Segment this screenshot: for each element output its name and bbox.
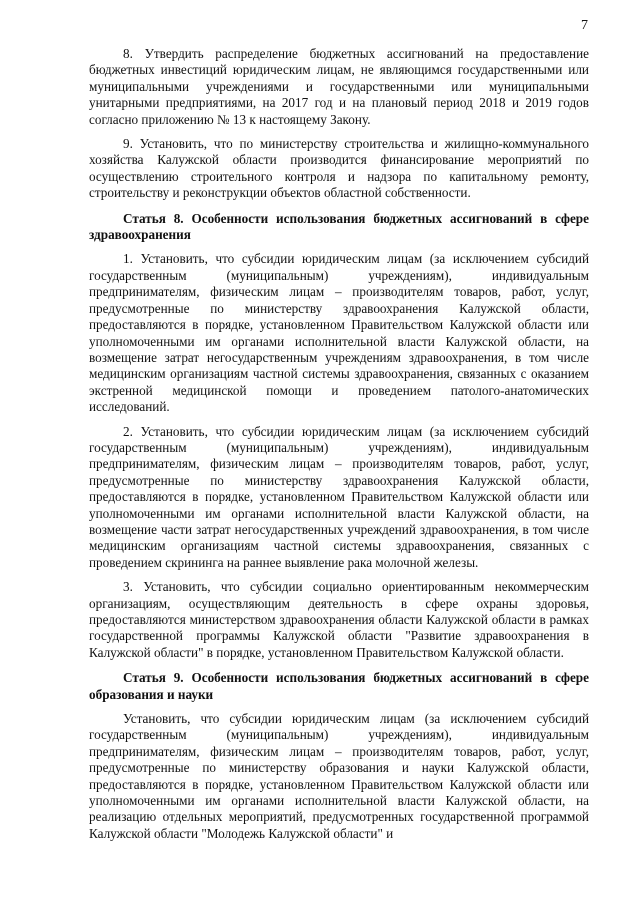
- document-body: [89, 46, 589, 850]
- article-9-paragraph-1: Установить, что субсидии юридическим лицам (за исключением субсидий государственным (муниципальным) учреждениям), индивидуальным предпринимателям, физическим лицам – производителям товаров, работ, услуг, предусмотренные по министерству образования и науки Калужской области, предоставляются в порядке, установленном Правительством Калужской области или уполномоченными им органами исполнительной власти Калужской области, на реализацию отдельных мероприятий, предусмотренных государственной программой Калужской области "Молодежь Калужской области" и: [89, 711, 589, 841]
- page-number: 7: [581, 18, 588, 33]
- paragraph-8: 8. Утвердить распределение бюджетных ассигнований на предоставление бюджетных инвестиций юридическим лицам, не являющимся государственными или муниципальными учреждениями и государственными или муниципальными унитарными предприятиями, на 2017 год и на плановый период 2018 и 2019 годов согласно приложению № 13 к настоящему Закону.: [89, 46, 589, 127]
- article-8-paragraph-3: 3. Установить, что субсидии социально ориентированным некоммерческим организациям, осуществляющим деятельность в сфере охраны здоровья, предоставляются министерством здравоохранения области Калужской области в рамках государственной программы Калужской области "Развитие здравоохранения в Калужской области" в порядке, установленном Правительством Калужской области.: [89, 579, 589, 660]
- article-8-heading: Статья 8. Особенности использования бюджетных ассигнований в сфере здравоохранения: [89, 210, 589, 243]
- paragraph-9: 9. Установить, что по министерству строительства и жилищно-коммунального хозяйства Калужской области производится финансирование мероприятий по осуществлению строительного контроля и надзора по капитальному ремонту, строительству и реконструкции объектов областной собственности.: [89, 136, 589, 201]
- article-9-heading: Статья 9. Особенности использования бюджетных ассигнований в сфере образования и науки: [89, 670, 589, 702]
- article-8-paragraph-1: 1. Установить, что субсидии юридическим лицам (за исключением субсидий государственным (муниципальным) учреждениям), индивидуальным предпринимателям, физическим лицам – производителям товаров, работ, услуг, предусмотренные по министерству здравоохранения Калужской области, предоставляются в порядке, установленном Правительством Калужской области или уполномоченными им органами исполнительной власти Калужской области, на возмещение затрат негосударственным учреждениям здравоохранения, в том числе медицинским организациям частной системы здравоохранения, связанных с оказанием экстренной медицинской помощи и проведением патолого-анатомических исследований.: [89, 251, 589, 415]
- article-8-paragraph-2: 2. Установить, что субсидии юридическим лицам (за исключением субсидий государственным (муниципальным) учреждениям), индивидуальным предпринимателям, физическим лицам – производителям товаров, работ, услуг, предусмотренные по министерству здравоохранения Калужской области, предоставляются в порядке, установленном Правительством Калужской области или уполномоченными им органами исполнительной власти Калужской области, на возмещение части затрат негосударственных учреждений здравоохранения, в том числе медицинским организациям частной системы здравоохранения, связанных с проведением скрининга на раннее выявление рака молочной железы.: [89, 423, 589, 570]
